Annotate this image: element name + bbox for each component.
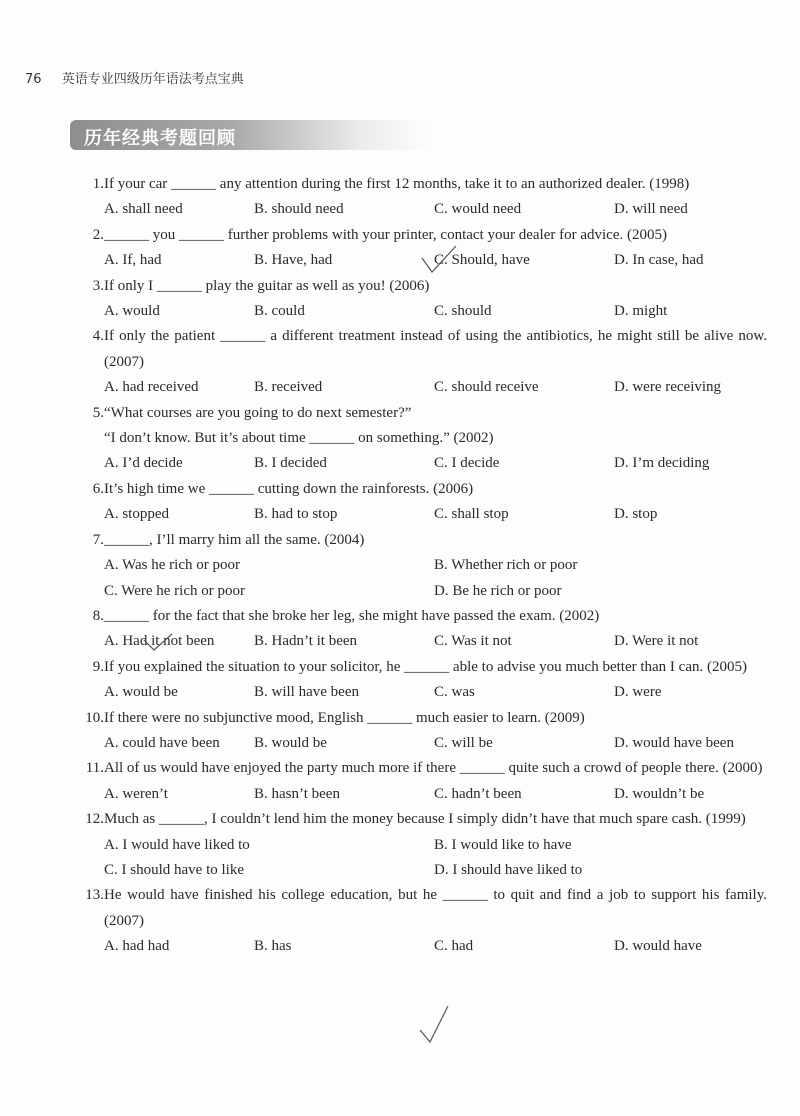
section-title: 历年经典考题回顾 xyxy=(84,128,236,149)
option-b: B. I decided xyxy=(254,455,327,472)
page-number: 76 xyxy=(25,72,42,87)
question-6 xyxy=(75,477,767,528)
question-number: 1. xyxy=(92,176,104,192)
option-c: C. Was it not xyxy=(434,633,512,650)
option-a: A. weren’t xyxy=(104,785,168,802)
question-number: 7. xyxy=(92,531,104,548)
question-3 xyxy=(75,274,767,325)
option-b: B. Whether rich or poor xyxy=(434,557,578,574)
check-mark-icon xyxy=(420,244,460,278)
option-b: B. has xyxy=(254,938,292,955)
option-c: C. should receive xyxy=(434,379,539,396)
question-number: 9. xyxy=(92,658,104,675)
question-11 xyxy=(75,756,767,807)
option-d: D. Were it not xyxy=(614,633,699,650)
option-c: C. hadn’t been xyxy=(434,785,522,802)
question-stem: It’s high time we ______ cutting down the rainforests. (2006) xyxy=(104,480,474,497)
option-d: D. would have been xyxy=(614,734,734,751)
question-stem: ______, I’ll marry him all the same. (2004) xyxy=(104,531,365,548)
question-number: 5. xyxy=(92,404,104,421)
option-c: C. I should have to like xyxy=(104,861,244,878)
option-d: D. Be he rich or poor xyxy=(434,582,562,599)
question-stem: He would have finished his college education, but he ______ to quit and find a job to support his family. (2007) xyxy=(104,887,767,929)
question-number: 2. xyxy=(92,226,104,243)
option-a: A. I would have liked to xyxy=(104,836,250,853)
question-stem: “What courses are you going to do next semester?” xyxy=(104,404,412,421)
option-d: D. were xyxy=(614,684,662,701)
question-number: 12. xyxy=(85,811,104,828)
question-number: 11. xyxy=(85,760,104,777)
page-header xyxy=(25,68,244,87)
option-c: C. was xyxy=(434,684,475,701)
option-a: A. If, had xyxy=(104,252,162,269)
question-1 xyxy=(75,172,767,223)
question-stem-line-2: “I don’t know. But it’s about time ______ on something.” (2002) xyxy=(104,430,494,447)
option-d: D. I should have liked to xyxy=(434,861,583,878)
option-a: A. had had xyxy=(104,938,170,955)
option-c: C. will be xyxy=(434,734,493,751)
option-c: C. should xyxy=(434,303,492,320)
option-d: D. were receiving xyxy=(614,379,722,396)
check-mark-icon xyxy=(418,1004,454,1046)
option-c: C. I decide xyxy=(434,455,500,472)
book-title: 英语专业四级历年语法考点宝典 xyxy=(61,72,244,87)
question-9 xyxy=(75,655,767,706)
option-a: A. Had it not been xyxy=(104,633,215,650)
option-d: D. might xyxy=(614,303,668,320)
question-7 xyxy=(75,528,767,604)
option-c: C. Should, have xyxy=(434,252,530,269)
question-number: 8. xyxy=(92,607,104,624)
option-c: C. Were he rich or poor xyxy=(104,582,245,599)
option-b: B. received xyxy=(254,379,323,396)
option-c: C. shall stop xyxy=(434,506,509,523)
option-d: D. wouldn’t be xyxy=(614,785,705,802)
option-b: B. could xyxy=(254,303,305,320)
option-b: B. should need xyxy=(254,201,344,218)
question-stem: Much as ______, I couldn’t lend him the money because I simply didn’t have that much spare cash. (1999) xyxy=(104,811,746,828)
question-4 xyxy=(75,324,767,400)
check-mark-icon xyxy=(140,628,180,656)
option-a: A. I’d decide xyxy=(104,455,183,472)
question-5 xyxy=(75,401,767,477)
question-stem: ______ for the fact that she broke her leg, she might have passed the exam. (2002) xyxy=(104,607,600,624)
option-b: B. I would like to have xyxy=(434,836,572,853)
option-a: A. had received xyxy=(104,379,199,396)
option-a: A. would be xyxy=(104,684,178,701)
option-d: D. will need xyxy=(614,201,688,218)
section-banner xyxy=(70,120,430,150)
question-list xyxy=(75,172,767,960)
option-d: D. I’m deciding xyxy=(614,455,710,472)
option-a: A. could have been xyxy=(104,734,220,751)
question-stem: If you explained the situation to your solicitor, he ______ able to advise you much better than I can. (2005) xyxy=(104,658,747,675)
option-b: B. will have been xyxy=(254,684,359,701)
question-stem: All of us would have enjoyed the party much more if there ______ quite such a crowd of people there. (2000) xyxy=(104,760,763,777)
question-stem: If your car ______ any attention during the first 12 months, take it to an authorized dealer. (1998) xyxy=(104,176,690,192)
option-c: C. had xyxy=(434,938,474,955)
question-stem: If there were no subjunctive mood, English ______ much easier to learn. (2009) xyxy=(104,709,585,726)
option-c: C. would need xyxy=(434,201,522,218)
option-d: D. stop xyxy=(614,506,658,523)
option-b: B. Have, had xyxy=(254,252,333,269)
option-a: A. Was he rich or poor xyxy=(104,557,240,574)
question-number: 6. xyxy=(92,480,104,497)
question-10 xyxy=(75,706,767,757)
option-a: A. would xyxy=(104,303,160,320)
option-b: B. would be xyxy=(254,734,327,751)
question-stem: If only the patient ______ a different treatment instead of using the antibiotics, he might still be alive now. (2007) xyxy=(104,328,767,370)
question-12 xyxy=(75,807,767,883)
question-number: 10. xyxy=(85,709,104,726)
option-a: A. shall need xyxy=(104,201,183,218)
option-b: B. hasn’t been xyxy=(254,785,340,802)
option-b: B. had to stop xyxy=(254,506,338,523)
question-number: 3. xyxy=(92,277,104,294)
option-d: D. In case, had xyxy=(614,252,704,269)
question-number: 4. xyxy=(92,328,104,345)
option-b: B. Hadn’t it been xyxy=(254,633,358,650)
question-stem: ______ you ______ further problems with your printer, contact your dealer for advice. (2005) xyxy=(104,226,667,243)
option-d: D. would have xyxy=(614,938,702,955)
question-13 xyxy=(75,883,767,959)
question-number: 13. xyxy=(85,887,104,904)
question-stem: If only I ______ play the guitar as well as you! (2006) xyxy=(104,277,430,294)
option-a: A. stopped xyxy=(104,506,169,523)
